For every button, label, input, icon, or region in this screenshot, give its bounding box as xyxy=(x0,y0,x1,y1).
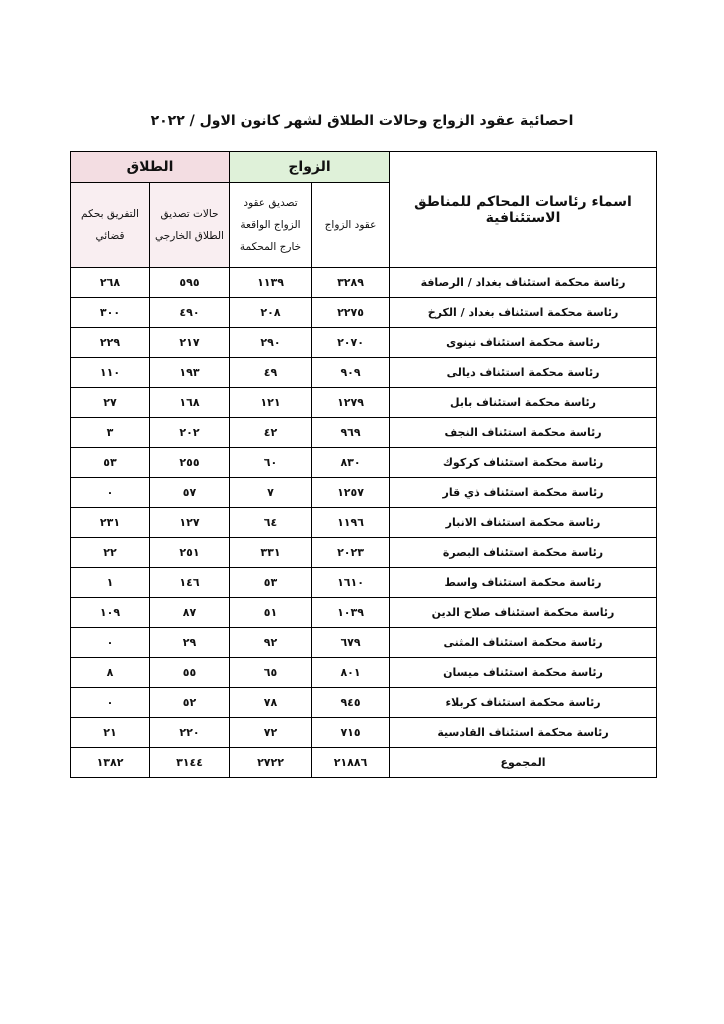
marriage-contracts-cell: ١٢٧٩ xyxy=(312,388,390,418)
total-label: المجموع xyxy=(390,748,657,778)
table-row xyxy=(71,568,657,598)
marriage-certification-cell: ٧٨ xyxy=(230,688,312,718)
judicial-separation-cell: ٣٠٠ xyxy=(71,298,150,328)
table-row xyxy=(71,658,657,688)
marriage-certification-cell: ٥١ xyxy=(230,598,312,628)
external-divorce-cell: ٢٩ xyxy=(150,628,230,658)
judicial-separation-header: التفريق بحكم قضائي xyxy=(71,183,150,268)
judicial-separation-cell: ٥٣ xyxy=(71,448,150,478)
court-name-cell: رئاسة محكمة استئناف بابل xyxy=(390,388,657,418)
marriage-contracts-cell: ٣٢٨٩ xyxy=(312,268,390,298)
marriage-contracts-cell: ١٠٣٩ xyxy=(312,598,390,628)
table-row xyxy=(71,598,657,628)
external-divorce-cell: ٥٩٥ xyxy=(150,268,230,298)
marriage-contracts-cell: ٨٠١ xyxy=(312,658,390,688)
marriage-certification-cell: ٦٤ xyxy=(230,508,312,538)
court-name-cell: رئاسة محكمة استئناف صلاح الدين xyxy=(390,598,657,628)
marriage-contracts-cell: ٢٠٧٠ xyxy=(312,328,390,358)
table-row xyxy=(71,418,657,448)
marriage-certification-cell: ٦٠ xyxy=(230,448,312,478)
marriage-contracts-header: عقود الزواج xyxy=(312,183,390,268)
court-names-header: اسماء رئاسات المحاكم للمناطق الاستئنافية xyxy=(390,152,657,268)
external-divorce-cell: ١٦٨ xyxy=(150,388,230,418)
table-row xyxy=(71,298,657,328)
marriage-certification-cell: ١١٣٩ xyxy=(230,268,312,298)
statistics-table xyxy=(70,151,657,778)
external-divorce-cell: ٨٧ xyxy=(150,598,230,628)
court-name-cell: رئاسة محكمة استئناف كركوك xyxy=(390,448,657,478)
judicial-separation-cell: ٠ xyxy=(71,688,150,718)
divorce-group-header: الطلاق xyxy=(71,152,230,183)
court-name-cell: رئاسة محكمة استئناف القادسية xyxy=(390,718,657,748)
marriage-certification-cell: ٦٥ xyxy=(230,658,312,688)
external-divorce-header: حالات تصديق الطلاق الخارجي xyxy=(150,183,230,268)
court-name-cell: رئاسة محكمة استئناف واسط xyxy=(390,568,657,598)
table-row xyxy=(71,268,657,298)
court-name-cell: رئاسة محكمة استئناف بغداد / الكرخ xyxy=(390,298,657,328)
marriage-contracts-cell: ١١٩٦ xyxy=(312,508,390,538)
total-marriage-contracts: ٢١٨٨٦ xyxy=(312,748,390,778)
external-divorce-cell: ٢٥١ xyxy=(150,538,230,568)
judicial-separation-cell: ٠ xyxy=(71,478,150,508)
marriage-certification-cell: ٢٩٠ xyxy=(230,328,312,358)
court-name-cell: رئاسة محكمة استئناف النجف xyxy=(390,418,657,448)
page-title: احصائية عقود الزواج وحالات الطلاق لشهر كانون الاول / ٢٠٢٢ xyxy=(150,113,574,129)
marriage-certification-cell: ٧٢ xyxy=(230,718,312,748)
marriage-certification-header: تصديق عقود الزواج الواقعة خارج المحكمة xyxy=(230,183,312,268)
marriage-contracts-cell: ١٢٥٧ xyxy=(312,478,390,508)
judicial-separation-cell: ٣ xyxy=(71,418,150,448)
total-external-divorce: ٣١٤٤ xyxy=(150,748,230,778)
marriage-certification-cell: ١٢١ xyxy=(230,388,312,418)
court-name-cell: رئاسة محكمة استئناف ميسان xyxy=(390,658,657,688)
court-name-cell: رئاسة محكمة استئناف كربلاء xyxy=(390,688,657,718)
court-name-cell: رئاسة محكمة استئناف ذي قار xyxy=(390,478,657,508)
judicial-separation-cell: ١٠٩ xyxy=(71,598,150,628)
table-row xyxy=(71,328,657,358)
external-divorce-cell: ١٢٧ xyxy=(150,508,230,538)
judicial-separation-cell: ٠ xyxy=(71,628,150,658)
table-row xyxy=(71,628,657,658)
court-name-cell: رئاسة محكمة استئناف المثنى xyxy=(390,628,657,658)
table-row xyxy=(71,358,657,388)
court-name-cell: رئاسة محكمة استئناف البصرة xyxy=(390,538,657,568)
court-name-cell: رئاسة محكمة استئناف ديالى xyxy=(390,358,657,388)
marriage-contracts-cell: ٨٣٠ xyxy=(312,448,390,478)
judicial-separation-cell: ٢١ xyxy=(71,718,150,748)
external-divorce-cell: ٢٢٠ xyxy=(150,718,230,748)
table-row xyxy=(71,478,657,508)
total-row xyxy=(71,748,657,778)
external-divorce-cell: ١٤٦ xyxy=(150,568,230,598)
external-divorce-cell: ٢٠٢ xyxy=(150,418,230,448)
marriage-contracts-cell: ٩٤٥ xyxy=(312,688,390,718)
judicial-separation-cell: ٢٦٨ xyxy=(71,268,150,298)
marriage-contracts-cell: ٢٠٢٣ xyxy=(312,538,390,568)
marriage-contracts-cell: ٦٧٩ xyxy=(312,628,390,658)
external-divorce-cell: ٢٥٥ xyxy=(150,448,230,478)
marriage-group-header: الزواج xyxy=(230,152,390,183)
external-divorce-cell: ٤٩٠ xyxy=(150,298,230,328)
judicial-separation-cell: ١ xyxy=(71,568,150,598)
marriage-contracts-cell: ١٦١٠ xyxy=(312,568,390,598)
marriage-contracts-cell: ٩٦٩ xyxy=(312,418,390,448)
marriage-certification-cell: ٣٣١ xyxy=(230,538,312,568)
table-row xyxy=(71,388,657,418)
marriage-contracts-cell: ٧١٥ xyxy=(312,718,390,748)
judicial-separation-cell: ٢٧ xyxy=(71,388,150,418)
total-marriage-certification: ٢٧٢٢ xyxy=(230,748,312,778)
external-divorce-cell: ٥٢ xyxy=(150,688,230,718)
marriage-certification-cell: ٢٠٨ xyxy=(230,298,312,328)
court-name-cell: رئاسة محكمة استئناف نينوى xyxy=(390,328,657,358)
marriage-certification-cell: ٩٢ xyxy=(230,628,312,658)
table-row xyxy=(71,538,657,568)
table-body xyxy=(71,268,657,778)
table-row xyxy=(71,688,657,718)
judicial-separation-cell: ٢٢ xyxy=(71,538,150,568)
external-divorce-cell: ٥٧ xyxy=(150,478,230,508)
table-row xyxy=(71,718,657,748)
marriage-contracts-cell: ٩٠٩ xyxy=(312,358,390,388)
marriage-certification-cell: ٧ xyxy=(230,478,312,508)
total-judicial-separation: ١٣٨٢ xyxy=(71,748,150,778)
external-divorce-cell: ١٩٣ xyxy=(150,358,230,388)
external-divorce-cell: ٥٥ xyxy=(150,658,230,688)
marriage-certification-cell: ٥٣ xyxy=(230,568,312,598)
judicial-separation-cell: ٢٢٩ xyxy=(71,328,150,358)
marriage-certification-cell: ٤٩ xyxy=(230,358,312,388)
judicial-separation-cell: ١١٠ xyxy=(71,358,150,388)
table-row xyxy=(71,448,657,478)
marriage-contracts-cell: ٢٢٧٥ xyxy=(312,298,390,328)
court-name-cell: رئاسة محكمة استئناف بغداد / الرصافة xyxy=(390,268,657,298)
marriage-certification-cell: ٤٢ xyxy=(230,418,312,448)
court-name-cell: رئاسة محكمة استئناف الانبار xyxy=(390,508,657,538)
external-divorce-cell: ٢١٧ xyxy=(150,328,230,358)
table-row xyxy=(71,508,657,538)
judicial-separation-cell: ٢٣١ xyxy=(71,508,150,538)
judicial-separation-cell: ٨ xyxy=(71,658,150,688)
